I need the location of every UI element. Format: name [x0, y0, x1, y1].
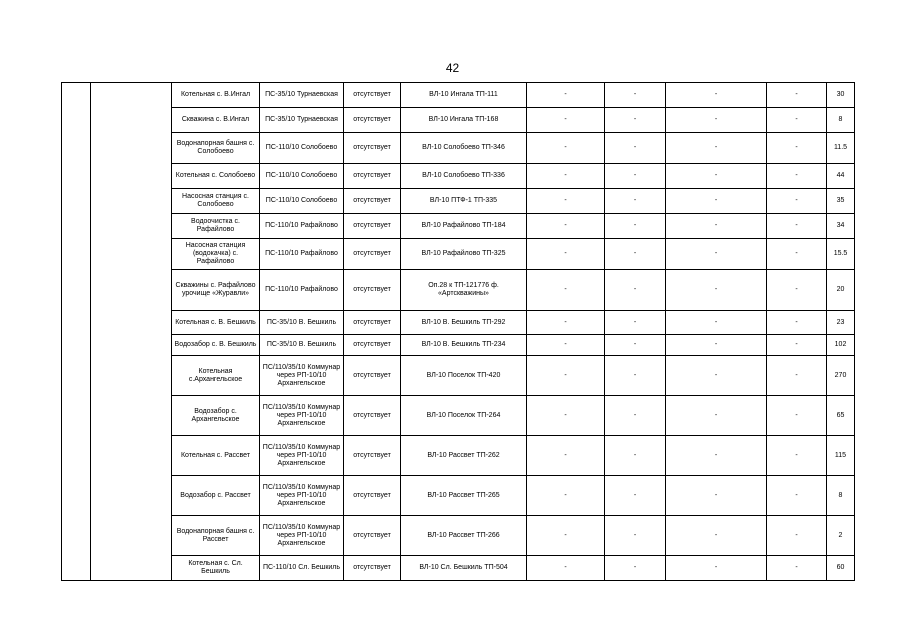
line-cell: ВЛ-10 В. Бешкиль ТП-292	[401, 311, 527, 335]
value-cell: 270	[827, 356, 855, 396]
status-cell: отсутствует	[344, 83, 401, 108]
dash-cell-1: -	[527, 239, 605, 270]
dash-cell-3: -	[666, 436, 767, 476]
table-row	[62, 214, 855, 239]
dash-cell-4: -	[767, 239, 827, 270]
substation-cell: ПС-35/10 В. Бешкиль	[260, 311, 344, 335]
dash-cell-2: -	[605, 83, 666, 108]
table-row	[62, 556, 855, 581]
dash-cell-4: -	[767, 556, 827, 581]
line-cell: ВЛ-10 Поселок ТП-420	[401, 356, 527, 396]
object-name-cell: Котельная с. Солобоево	[172, 164, 260, 189]
dash-cell-1: -	[527, 436, 605, 476]
line-cell: ВЛ-10 Солобоево ТП-346	[401, 133, 527, 164]
value-cell: 2	[827, 516, 855, 556]
dash-cell-3: -	[666, 239, 767, 270]
line-cell: ВЛ-10 В. Бешкиль ТП-234	[401, 335, 527, 356]
status-cell: отсутствует	[344, 356, 401, 396]
dash-cell-4: -	[767, 83, 827, 108]
substation-cell: ПС/110/35/10 Коммунар через РП-10/10 Архангельское	[260, 436, 344, 476]
status-cell: отсутствует	[344, 133, 401, 164]
dash-cell-3: -	[666, 270, 767, 311]
status-cell: отсутствует	[344, 108, 401, 133]
dash-cell-2: -	[605, 356, 666, 396]
value-cell: 20	[827, 270, 855, 311]
status-cell: отсутствует	[344, 214, 401, 239]
object-name-cell: Водонапорная башня с. Рассвет	[172, 516, 260, 556]
dash-cell-1: -	[527, 108, 605, 133]
value-cell: 8	[827, 108, 855, 133]
substation-cell: ПС/110/35/10 Коммунар через РП-10/10 Архангельское	[260, 516, 344, 556]
table-row	[62, 436, 855, 476]
table-row	[62, 335, 855, 356]
line-cell: ВЛ-10 Поселок ТП-264	[401, 396, 527, 436]
line-cell: ВЛ-10 Рассвет ТП-266	[401, 516, 527, 556]
substation-cell: ПС-35/10 Турнаевская	[260, 83, 344, 108]
line-cell: ВЛ-10 Рафайлово ТП-184	[401, 214, 527, 239]
dash-cell-1: -	[527, 311, 605, 335]
substation-cell: ПС-110/10 Рафайлово	[260, 239, 344, 270]
dash-cell-2: -	[605, 189, 666, 214]
dash-cell-1: -	[527, 335, 605, 356]
substation-cell: ПС-35/10 Турнаевская	[260, 108, 344, 133]
line-cell: ВЛ-10 Сл. Бешкиль ТП-504	[401, 556, 527, 581]
value-cell: 8	[827, 476, 855, 516]
table-row	[62, 239, 855, 270]
dash-cell-4: -	[767, 516, 827, 556]
object-name-cell: Котельная с.Архангельское	[172, 356, 260, 396]
dash-cell-4: -	[767, 214, 827, 239]
dash-cell-2: -	[605, 214, 666, 239]
substation-cell: ПС/110/35/10 Коммунар через РП-10/10 Архангельское	[260, 356, 344, 396]
dash-cell-2: -	[605, 436, 666, 476]
substation-cell: ПС-110/10 Рафайлово	[260, 270, 344, 311]
substation-cell: ПС-110/10 Сл. Бешкиль	[260, 556, 344, 581]
value-cell: 44	[827, 164, 855, 189]
value-cell: 15.5	[827, 239, 855, 270]
status-cell: отсутствует	[344, 335, 401, 356]
value-cell: 102	[827, 335, 855, 356]
status-cell: отсутствует	[344, 396, 401, 436]
substation-cell: ПС-110/10 Рафайлово	[260, 214, 344, 239]
line-cell: ВЛ-10 Солобоево ТП-336	[401, 164, 527, 189]
object-name-cell: Скважина с. В.Ингал	[172, 108, 260, 133]
dash-cell-1: -	[527, 214, 605, 239]
object-name-cell: Котельная с. В. Бешкиль	[172, 311, 260, 335]
dash-cell-4: -	[767, 189, 827, 214]
dash-cell-3: -	[666, 214, 767, 239]
dash-cell-4: -	[767, 133, 827, 164]
dash-cell-3: -	[666, 396, 767, 436]
dash-cell-2: -	[605, 396, 666, 436]
status-cell: отсутствует	[344, 189, 401, 214]
status-cell: отсутствует	[344, 270, 401, 311]
object-name-cell: Водозабор с. В. Бешкиль	[172, 335, 260, 356]
status-cell: отсутствует	[344, 476, 401, 516]
dash-cell-2: -	[605, 108, 666, 133]
substation-cell: ПС/110/35/10 Коммунар через РП-10/10 Архангельское	[260, 396, 344, 436]
value-cell: 65	[827, 396, 855, 436]
value-cell: 11.5	[827, 133, 855, 164]
status-cell: отсутствует	[344, 436, 401, 476]
object-name-cell: Водозабор с. Архангельское	[172, 396, 260, 436]
line-cell: Оп.28 к ТП-121776 ф. «Артскважины»	[401, 270, 527, 311]
dash-cell-3: -	[666, 556, 767, 581]
table-row	[62, 396, 855, 436]
dash-cell-1: -	[527, 356, 605, 396]
dash-cell-4: -	[767, 476, 827, 516]
dash-cell-4: -	[767, 164, 827, 189]
table-row	[62, 270, 855, 311]
object-name-cell: Водозабор с. Рассвет	[172, 476, 260, 516]
table-row	[62, 311, 855, 335]
data-table	[61, 82, 855, 581]
dash-cell-4: -	[767, 356, 827, 396]
table-body	[62, 83, 855, 581]
dash-cell-3: -	[666, 133, 767, 164]
dash-cell-3: -	[666, 356, 767, 396]
dash-cell-4: -	[767, 335, 827, 356]
object-name-cell: Котельная с. В.Ингал	[172, 83, 260, 108]
status-cell: отсутствует	[344, 239, 401, 270]
line-cell: ВЛ-10 ПТФ-1 ТП-335	[401, 189, 527, 214]
dash-cell-4: -	[767, 311, 827, 335]
status-cell: отсутствует	[344, 164, 401, 189]
substation-cell: ПС-35/10 В. Бешкиль	[260, 335, 344, 356]
dash-cell-4: -	[767, 108, 827, 133]
dash-cell-4: -	[767, 436, 827, 476]
dash-cell-1: -	[527, 164, 605, 189]
blank-column-1	[62, 83, 91, 581]
dash-cell-1: -	[527, 516, 605, 556]
object-name-cell: Водоочистка с. Рафайлово	[172, 214, 260, 239]
value-cell: 30	[827, 83, 855, 108]
value-cell: 115	[827, 436, 855, 476]
dash-cell-3: -	[666, 311, 767, 335]
object-name-cell: Насосная станция (водокачка) с. Рафайлово	[172, 239, 260, 270]
dash-cell-2: -	[605, 164, 666, 189]
object-name-cell: Котельная с. Рассвет	[172, 436, 260, 476]
line-cell: ВЛ-10 Рафайлово ТП-325	[401, 239, 527, 270]
blank-column-2	[91, 83, 172, 581]
status-cell: отсутствует	[344, 311, 401, 335]
dash-cell-2: -	[605, 476, 666, 516]
value-cell: 35	[827, 189, 855, 214]
line-cell: ВЛ-10 Рассвет ТП-262	[401, 436, 527, 476]
dash-cell-3: -	[666, 335, 767, 356]
substation-cell: ПС-110/10 Солобоево	[260, 133, 344, 164]
line-cell: ВЛ-10 Ингала ТП-111	[401, 83, 527, 108]
value-cell: 60	[827, 556, 855, 581]
object-name-cell: Насосная станция с. Солобоево	[172, 189, 260, 214]
dash-cell-3: -	[666, 189, 767, 214]
object-name-cell: Котельная с. Сл. Бешкиль	[172, 556, 260, 581]
dash-cell-3: -	[666, 164, 767, 189]
object-name-cell: Водонапорная башня с. Солобоево	[172, 133, 260, 164]
dash-cell-3: -	[666, 516, 767, 556]
dash-cell-2: -	[605, 133, 666, 164]
line-cell: ВЛ-10 Рассвет ТП-265	[401, 476, 527, 516]
substation-cell: ПС-110/10 Солобоево	[260, 164, 344, 189]
line-cell: ВЛ-10 Ингала ТП-168	[401, 108, 527, 133]
dash-cell-2: -	[605, 239, 666, 270]
table-row	[62, 133, 855, 164]
table-row	[62, 516, 855, 556]
dash-cell-2: -	[605, 311, 666, 335]
page-number: 42	[445, 61, 460, 75]
dash-cell-3: -	[666, 83, 767, 108]
dash-cell-3: -	[666, 476, 767, 516]
table-row	[62, 83, 855, 108]
dash-cell-1: -	[527, 476, 605, 516]
value-cell: 23	[827, 311, 855, 335]
status-cell: отсутствует	[344, 556, 401, 581]
table-row	[62, 356, 855, 396]
value-cell: 34	[827, 214, 855, 239]
dash-cell-3: -	[666, 108, 767, 133]
dash-cell-1: -	[527, 270, 605, 311]
dash-cell-1: -	[527, 189, 605, 214]
dash-cell-1: -	[527, 83, 605, 108]
dash-cell-1: -	[527, 133, 605, 164]
dash-cell-2: -	[605, 556, 666, 581]
substation-cell: ПС-110/10 Солобоево	[260, 189, 344, 214]
status-cell: отсутствует	[344, 516, 401, 556]
dash-cell-2: -	[605, 516, 666, 556]
table-row	[62, 108, 855, 133]
table-row	[62, 164, 855, 189]
dash-cell-4: -	[767, 270, 827, 311]
dash-cell-2: -	[605, 335, 666, 356]
table-row	[62, 476, 855, 516]
object-name-cell: Скважины с. Рафайлово урочище «Журавли»	[172, 270, 260, 311]
table-row	[62, 189, 855, 214]
dash-cell-4: -	[767, 396, 827, 436]
dash-cell-1: -	[527, 396, 605, 436]
substation-cell: ПС/110/35/10 Коммунар через РП-10/10 Архангельское	[260, 476, 344, 516]
dash-cell-1: -	[527, 556, 605, 581]
dash-cell-2: -	[605, 270, 666, 311]
